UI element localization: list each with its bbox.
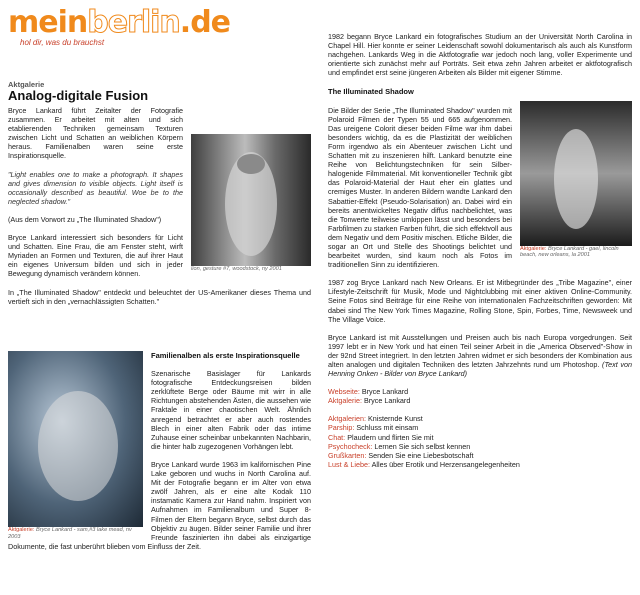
right-paragraph-3 xyxy=(328,333,632,378)
photo3-caption-text: Bryce Lankard - gael, lincoln beach, new orleans, la 2001 xyxy=(520,245,619,259)
related-psychocheck[interactable] xyxy=(328,442,632,451)
related-aktgalerien[interactable] xyxy=(328,414,632,423)
photo3-caption-label: Aktgalerie: xyxy=(520,245,547,252)
related-text: Knisternde Kunst xyxy=(367,414,423,424)
related-label: Aktgalerien: xyxy=(328,414,366,424)
related-text: Senden Sie eine Liebesbotschaft xyxy=(368,450,474,460)
photo2-block xyxy=(8,351,143,540)
link-label: Webseite: xyxy=(328,387,360,397)
related-text: Lernen Sie sich selbst kennen xyxy=(374,441,471,451)
link-text: Bryce Lankard xyxy=(363,396,411,406)
left-column-bottom xyxy=(8,351,311,551)
related-text: Plaudern und flirten Sie mit xyxy=(347,432,434,442)
family-paragraph-1: Szenarische Basislager für Lankards fotografische Entdeckungsreisen bilden zerklüftete Berge oder Bäume mit wirr in alle Richtungen abstehenden Ästen, die aussehen wie Fraktale in einer chaotischen Welt. Ähnlich anregend betrachtet er aber auch rostendes Blech in einer alten Fabrik oder das intime Zuhause einer scheinbar unbekannten Nachbarin, die hinter halb zugezogenen Vorhängen lebt. xyxy=(151,369,311,451)
logo-part-berlin: berlin xyxy=(87,5,180,40)
nude-silhouette-icon xyxy=(191,134,311,266)
left-column-top xyxy=(8,106,311,306)
related-text: Schluss mit einsam xyxy=(356,423,419,433)
logo-part-mein: mein xyxy=(8,5,88,40)
photo1-block xyxy=(191,134,311,273)
quote-source: (Aus dem Vorwort zu „The Illuminated Shadow") xyxy=(8,214,162,224)
right-paragraph-3-text: Bryce Lankard ist mit Ausstellungen und Preisen auch bis nach Europa vorgedrungen. Seit 1997 lebt er in New York und hat einen Teil seiner Arbeit in die „America Observed"-Show in der 92nd Street integriert. In den letzten Jahren widmet er sich besonders der Kombination aus alten analogen und digitalen Techniken des letzten Jahrzehnts rund um Photoshop. xyxy=(328,332,632,369)
figure-silhouette-icon xyxy=(8,351,143,527)
related-label: Chat: xyxy=(328,432,346,442)
related-grusskarten[interactable] xyxy=(328,451,632,460)
intro-paragraph: Bryce Lankard führt Zeitalter der Fotografie zusammen. Er arbeitet mit alten und sich etablierenden Techniken gemeinsam Texturen zwischen Licht und Schatten an weiblichen Körpern heraus. Familienalben waren seine erste Inspirationsquelle. xyxy=(8,106,183,161)
photo2-caption-text: Bryce Lankard - sam,#3 lake mead, nv 2003 xyxy=(8,527,132,540)
logo-part-tld: .de xyxy=(179,5,231,40)
related-chat[interactable] xyxy=(328,433,632,442)
paragraph-shadow: In „The Illuminated Shadow" entdeckt und beleuchtet der US-Amerikaner dieses Thema und vertieft sich in den „vernachlässigten Schatten." xyxy=(8,287,311,306)
related-list xyxy=(328,414,632,469)
paragraph-light: Bryce Lankard interessiert sich besonders für Licht und Schatten. Eine Frau, die am Fenster steht, wirft Myriaden an Formen und Texturen, die auf ihrer Haut ein eigenes Universum bilden und sich in jeder Bewegung dynamisch verändern können. xyxy=(8,233,183,279)
quote-text: "Light enables one to make a photograph. It shapes and gives dimension to visible objects. Light itself is occasionally described as beautiful. Woe be to the neglected shadow." xyxy=(8,169,183,206)
family-paragraph-2: Bryce Lankard wurde 1963 im kalifornischen Pine Lake geboren und wuchs in North Carolina auf. Mit der Fotografie begann er im Alter von etwa zwölf Jahren, als er eine alte Kodak 110 instamatic Kamera zur Hand nahm. Inspiriert von Aufnahmen im Familienalbum und Super 8-Filmen der Eltern begann Bryce, selbst durch das Objektiv zu äugen. Bilder seiner Familie und ihrer Freunde faszinierten ihn dabei als einzigartige Dokumente, die fast unberührt blieben vom Einfluss der Zeit. xyxy=(8,459,311,551)
related-parship[interactable] xyxy=(328,423,632,432)
photo2-caption-label: Aktgalerie: xyxy=(8,527,35,533)
photo2-caption xyxy=(8,527,143,540)
photo-gesture[interactable] xyxy=(191,134,311,266)
link-list xyxy=(328,387,632,405)
logo-tagline: hol dir, was du brauchst xyxy=(20,38,105,47)
related-lust-liebe[interactable] xyxy=(328,460,632,469)
link-aktgalerie[interactable] xyxy=(328,396,632,405)
site-logo[interactable] xyxy=(8,5,231,48)
shadow-paragraph: Die Bilder der Serie „The Illuminated Shadow" wurden mit Polaroid Filmen der Typen 55 und 665 aufgenommen. Das ureigene Colorit dieser beiden Filme war ihm dabei besonders wichtig, da es die Plastizität der weiblichen Form irgendwo als ein Abenteuer zwischen Licht und Schatten mit zu inszenieren hilft. Lankard benutzte eine Reihe von Belichtungstechniken für sein Silber-halogenide Filmmaterial. Mit konventioneller Technik gibt das Polaroid-Material der Haut eher ein glattes und cremiges Muster. In anderen Bildern wandte Lankard den Sabattier-Effekt (Pseudo-Solarisation) an. Dabei wird ein bereits anentwickeltes Negativ diffus nachbelichtet, was die Tonwerte teilweise umkippen lässt und besonders bei Farbfilmen zu starken Farben führt, die sich effektvoll aus dem Negativ und dem Positiv mischen. Etliche Bilder, die sogar an Ort und Stelle des Shootings belichtet und bearbeitet wurden, sind kaum noch als Fotos im traditionellen Sinn zu identifizieren. xyxy=(328,105,512,270)
photo3-caption xyxy=(520,246,632,259)
link-label: Aktgalerie: xyxy=(328,396,362,406)
section-shadow-title: The Illuminated Shadow xyxy=(328,87,414,97)
right-column xyxy=(328,32,632,469)
photo-gael[interactable] xyxy=(520,101,632,246)
link-text: Bryce Lankard xyxy=(361,387,409,397)
article-kicker: Aktgalerie xyxy=(8,80,45,89)
link-website[interactable] xyxy=(328,387,632,396)
photo-sam[interactable] xyxy=(8,351,143,527)
related-label: Grußkarten: xyxy=(328,450,367,460)
photo1-caption: lion, gesture #7, woodstock, ny 2001 xyxy=(191,266,282,272)
related-label: Lust & Liebe: xyxy=(328,459,370,469)
related-label: Parship: xyxy=(328,423,355,433)
photo3-block xyxy=(520,101,632,259)
section-family-title: Familienalben als erste Inspirationsquelle xyxy=(151,351,300,360)
logo-wordmark[interactable] xyxy=(8,5,231,40)
page-title: Analog-digitale Fusion xyxy=(8,88,149,103)
related-label: Psychocheck: xyxy=(328,441,373,451)
right-paragraph-2: 1987 zog Bryce Lankard nach New Orleans. Er ist Mitbegründer des „Tribe Magazine", einer Lifestyle-Zeitschrift für Musik, Mode und Nightclubbing mit einer aktiven Online-Community. Seine Fotos sind Beiträge für eine Reihe von internationalen Fachzeitschriften geworden: Mit dabei sind The New York Times Magazine, Rolling Stone, Spin, Forbes, Time, Newsweek und The Village Voice. xyxy=(328,278,632,324)
text-credit: (Text von Henning Onken - Bilder von Bryce Lankard) xyxy=(328,360,633,379)
nude-silhouette-icon xyxy=(520,101,632,246)
right-paragraph-1: 1982 begann Bryce Lankard ein fotografisches Studium an der Universität North Carolina in Chapel Hill. Hier konnte er seiner Leidenschaft sowohl dokumentarisch als auch als Kunstform nachgehen. Lankards Weg in die Aktfotografie war jedoch noch lang, voller Experimente und orientierte sich zunächst mehr auf Porträts. Seit etwa zehn Jahren arbeitet er aktfotografisch und empfindet erst seine jüngeren Arbeiten als Bilder mit eigener Stimme. xyxy=(328,32,632,78)
related-text: Alles über Erotik und Herzensangelegenheiten xyxy=(371,459,520,469)
